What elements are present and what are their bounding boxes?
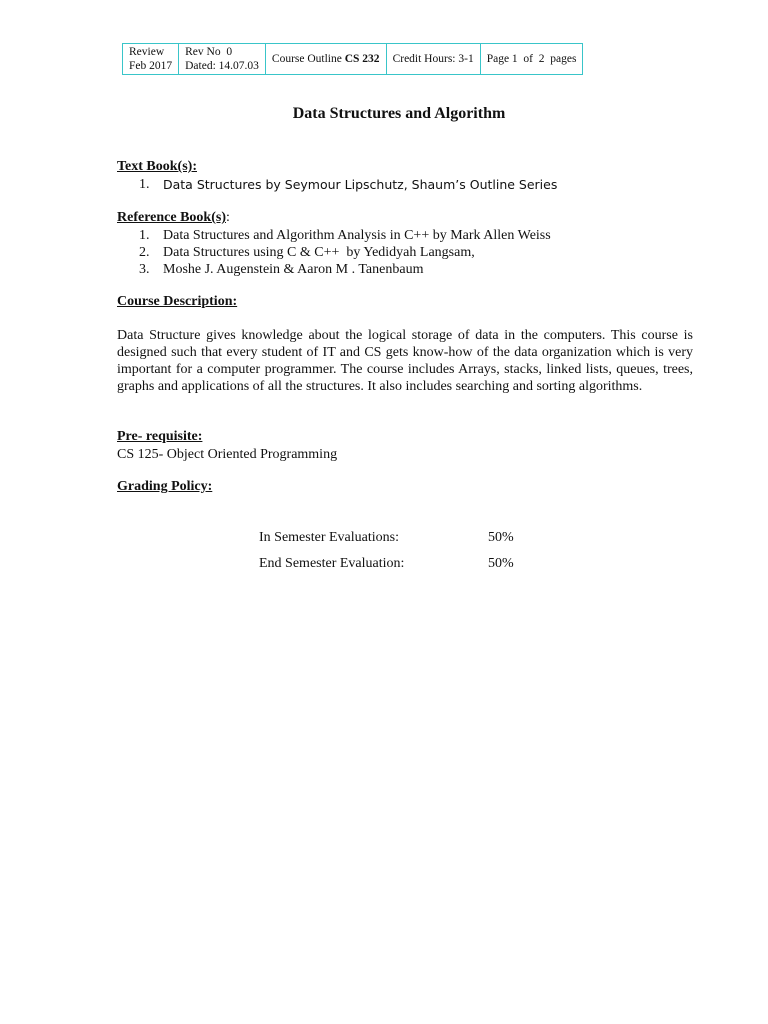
page-info: Page 1 of 2 pages [486, 53, 577, 65]
grading-value: 50% [488, 530, 514, 545]
list-number: 1. [139, 177, 150, 192]
course-outline-prefix: Course Outline [271, 53, 345, 65]
grading-row [259, 529, 514, 546]
grading-value: 50% [488, 556, 514, 571]
rev-no-label: Rev No 0 [185, 46, 233, 58]
credit-hours-cell [386, 44, 480, 75]
credit-hours: Credit Hours: 3-1 [392, 53, 474, 65]
list-number: 3. [139, 262, 150, 277]
list-item [117, 261, 551, 278]
course-outline-cell [265, 44, 386, 75]
list-item-text: Data Structures by Seymour Lipschutz, Shaum’s Outline Series [163, 177, 558, 192]
reference-books-heading-line [117, 210, 230, 226]
list-number: 2. [139, 245, 150, 260]
dated-label: Dated: 14.07.03 [185, 60, 259, 72]
text-books-heading: Text Book(s): [117, 159, 197, 174]
list-number: 1. [139, 228, 150, 243]
grading-row [259, 555, 514, 572]
grading-policy-heading: Grading Policy: [117, 479, 213, 494]
reference-books-colon: : [226, 210, 230, 225]
course-description-text: Data Structure gives knowledge about the logical storage of data in the computers. This course is designed such that every student of IT and CS gets know-how of the data organization which is very important for a computer programmer. The course includes Arrays, stacks, linked lists, queues, trees, graphs and applications of all the structures. It also includes searching and sorting algorithms. [117, 328, 693, 394]
list-item [117, 244, 551, 261]
document-header-table [122, 43, 583, 75]
grading-label: In Semester Evaluations: [259, 530, 399, 545]
list-item-text: Data Structures and Algorithm Analysis in C++ by Mark Allen Weiss [163, 228, 551, 243]
document-title: Data Structures and Algorithm [292, 105, 506, 122]
reference-books-list [117, 227, 551, 278]
course-description-heading: Course Description: [117, 294, 238, 309]
list-item [117, 176, 557, 194]
grading-label: End Semester Evaluation: [259, 556, 405, 571]
review-cell [123, 44, 179, 75]
text-books-list [117, 176, 557, 194]
page-info-cell [480, 44, 583, 75]
review-label: Review [129, 46, 165, 58]
prerequisite-heading: Pre- requisite: [117, 429, 203, 444]
review-date: Feb 2017 [129, 60, 173, 72]
prerequisite-text: CS 125- Object Oriented Programming [117, 447, 338, 462]
course-code: CS 232 [344, 53, 380, 65]
reference-books-heading: Reference Book(s) [117, 210, 226, 225]
list-item [117, 227, 551, 244]
list-item-text: Data Structures using C & C++ by Yedidyah Langsam, [163, 245, 475, 260]
revision-cell [179, 44, 266, 75]
list-item-text: Moshe J. Augenstein & Aaron M . Tanenbaum [163, 262, 424, 277]
